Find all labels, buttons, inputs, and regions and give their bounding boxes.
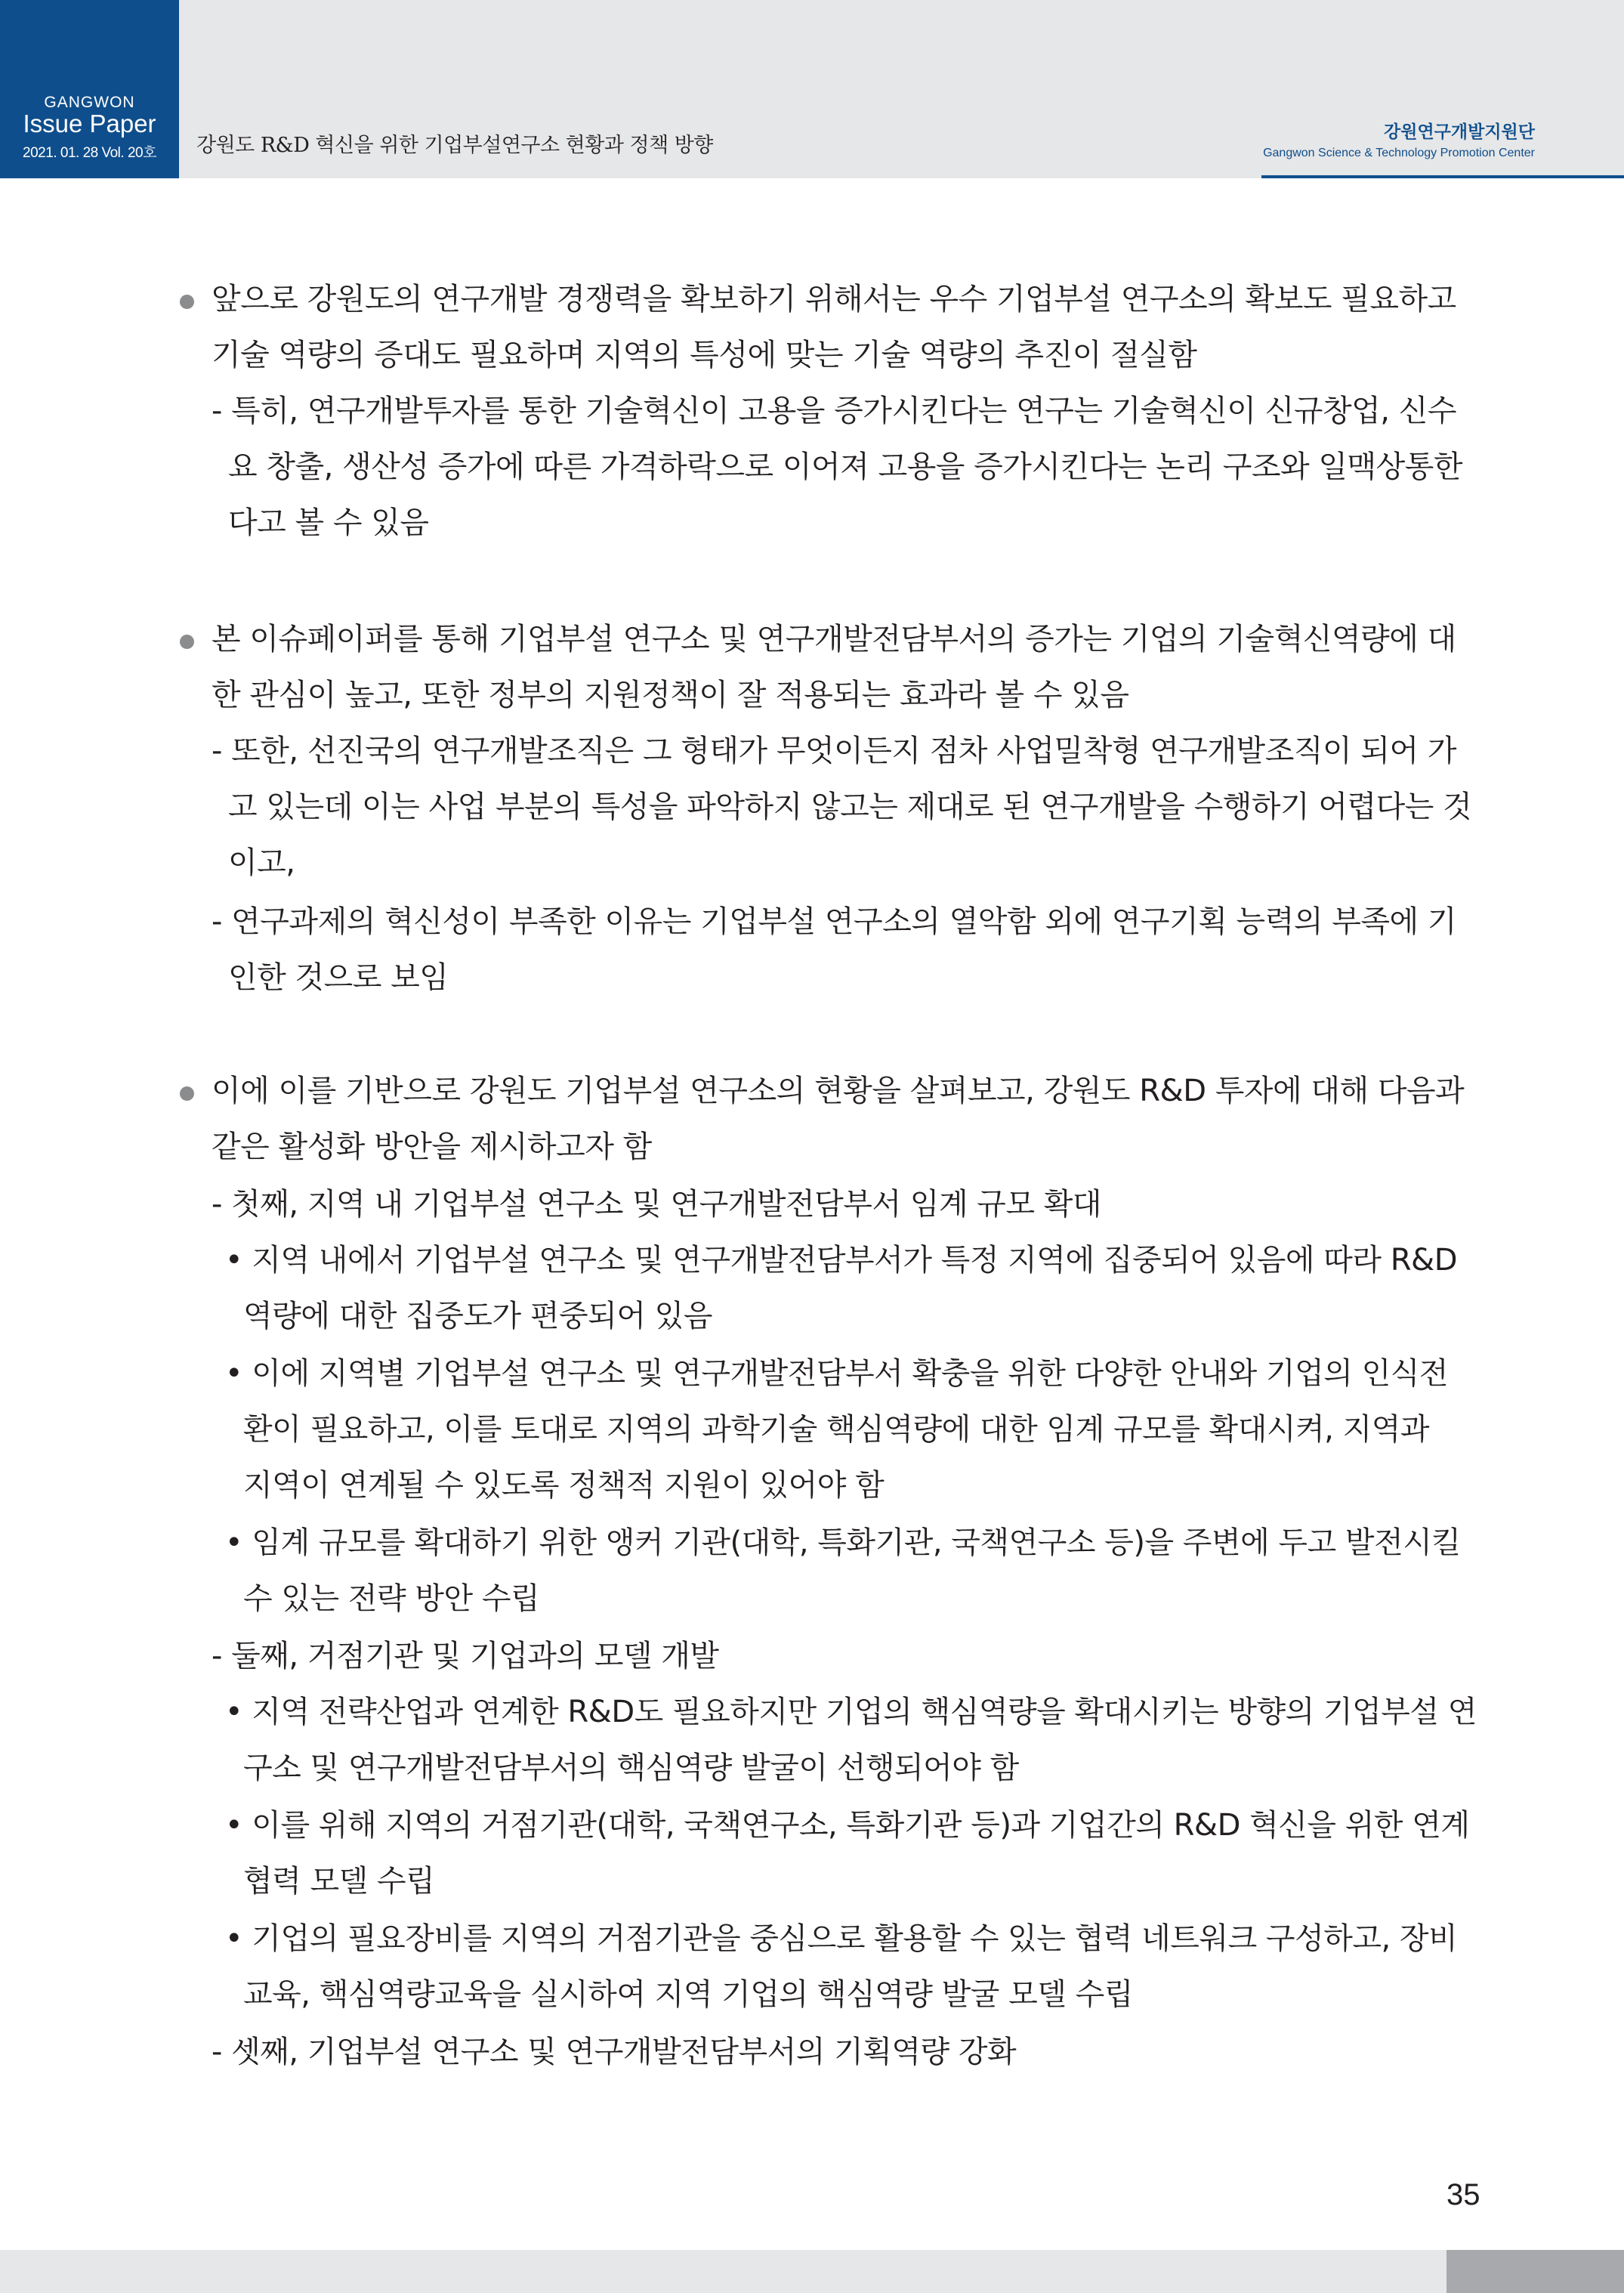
bullet-icon <box>180 1086 194 1101</box>
body-line: 한 관심이 높고, 또한 정부의 지원정책이 잘 적용되는 효과라 볼 수 있음 <box>211 678 1129 712</box>
body-line: 이고, <box>228 845 295 880</box>
page-number: 35 <box>1446 2178 1480 2211</box>
body-line: • 이에 지역별 기업부설 연구소 및 연구개발전담부서 확충을 위한 다양한 안내와 기업의 인식전 <box>225 1356 1448 1391</box>
document-title: 강원도 R&D 혁신을 위한 기업부설연구소 현황과 정책 방향 <box>196 134 713 157</box>
body-line: - 첫째, 지역 내 기업부설 연구소 및 연구개발전담부서 임계 규모 확대 <box>211 1187 1102 1222</box>
body-line: • 지역 전략산업과 연계한 R&D도 필요하지만 기업의 핵심역량을 확대시키는 방향의 기업부설 연 <box>225 1695 1477 1729</box>
body-line: • 지역 내에서 기업부설 연구소 및 연구개발전담부서가 특정 지역에 집중되어 있음에 따라 R&D <box>225 1243 1457 1278</box>
footer-page-tab <box>1446 2250 1624 2293</box>
body-line: - 연구과제의 혁신성이 부족한 이유는 기업부설 연구소의 열악함 외에 연구기획 능력의 부족에 기 <box>211 904 1456 939</box>
header-accent-line <box>1261 175 1624 178</box>
organization-english-name: Gangwon Science & Technology Promotion Center <box>1263 147 1535 159</box>
bullet-icon <box>180 295 194 309</box>
body-line: 인한 것으로 보임 <box>228 960 449 995</box>
body-line: 요 창출, 생산성 증가에 따른 가격하락으로 이어져 고용을 증가시킨다는 논리 구조와 일맥상통한 <box>228 450 1463 484</box>
issue-paper-badge <box>0 0 179 178</box>
body-line: - 둘째, 거점기관 및 기업과의 모델 개발 <box>211 1639 719 1673</box>
body-line: 같은 활성화 방안을 제시하고자 함 <box>211 1130 652 1164</box>
body-line: • 임계 규모를 확대하기 위한 앵커 기관(대학, 특화기관, 국책연구소 등)을 주변에 두고 발전시킬 <box>225 1525 1461 1560</box>
body-line: 다고 볼 수 있음 <box>228 505 429 540</box>
bullet-icon <box>180 635 194 649</box>
body-line: - 특히, 연구개발투자를 통한 기술혁신이 고용을 증가시킨다는 연구는 기술혁신이 신규창업, 신수 <box>211 394 1456 428</box>
body-line: • 기업의 필요장비를 지역의 거점기관을 중심으로 활용할 수 있는 협력 네트워크 구성하고, 장비 <box>225 1921 1458 1956</box>
brand-region: GANGWON <box>44 94 135 111</box>
footer-band <box>0 2250 1446 2293</box>
body-line: - 셋째, 기업부설 연구소 및 연구개발전담부서의 기획역량 강화 <box>211 2035 1017 2069</box>
body-line: 교육, 핵심역량교육을 실시하여 지역 기업의 핵심역량 발굴 모델 수립 <box>243 1977 1133 2012</box>
body-line: • 이를 위해 지역의 거점기관(대학, 국책연구소, 특화기관 등)과 기업간의 R&D 혁신을 위한 연계 <box>225 1808 1470 1843</box>
body-line: 역량에 대한 집중도가 편중되어 있음 <box>243 1299 712 1333</box>
brand-title: Issue Paper <box>23 110 156 138</box>
body-line: 앞으로 강원도의 연구개발 경쟁력을 확보하기 위해서는 우수 기업부설 연구소의 확보도 필요하고 <box>211 282 1456 317</box>
organization-name: 강원연구개발지원단 <box>1384 122 1535 142</box>
body-line: 고 있는데 이는 사업 부분의 특성을 파악하지 않고는 제대로 된 연구개발을 수행하기 어렵다는 것 <box>228 790 1472 824</box>
body-line: 이에 이를 기반으로 강원도 기업부설 연구소의 현황을 살펴보고, 강원도 R&D 투자에 대해 다음과 <box>211 1074 1465 1108</box>
body-line: 본 이슈페이퍼를 통해 기업부설 연구소 및 연구개발전담부서의 증가는 기업의 기술혁신역량에 대 <box>211 622 1456 657</box>
body-line: 지역이 연계될 수 있도록 정책적 지원이 있어야 함 <box>243 1468 885 1503</box>
body-line: 구소 및 연구개발전담부서의 핵심역량 발굴이 선행되어야 함 <box>243 1751 1019 1785</box>
body-line: 기술 역량의 증대도 필요하며 지역의 특성에 맞는 기술 역량의 추진이 절실함 <box>211 338 1197 372</box>
body-line: 협력 모델 수립 <box>243 1864 435 1899</box>
body-line: 환이 필요하고, 이를 토대로 지역의 과학기술 핵심역량에 대한 임계 규모를 확대시켜, 지역과 <box>243 1412 1429 1447</box>
body-line: 수 있는 전략 방안 수립 <box>243 1581 540 1616</box>
issue-date: 2021. 01. 28 Vol. 20호 <box>23 145 156 161</box>
body-line: - 또한, 선진국의 연구개발조직은 그 형태가 무엇이든지 점차 사업밀착형 연구개발조직이 되어 가 <box>211 734 1456 768</box>
